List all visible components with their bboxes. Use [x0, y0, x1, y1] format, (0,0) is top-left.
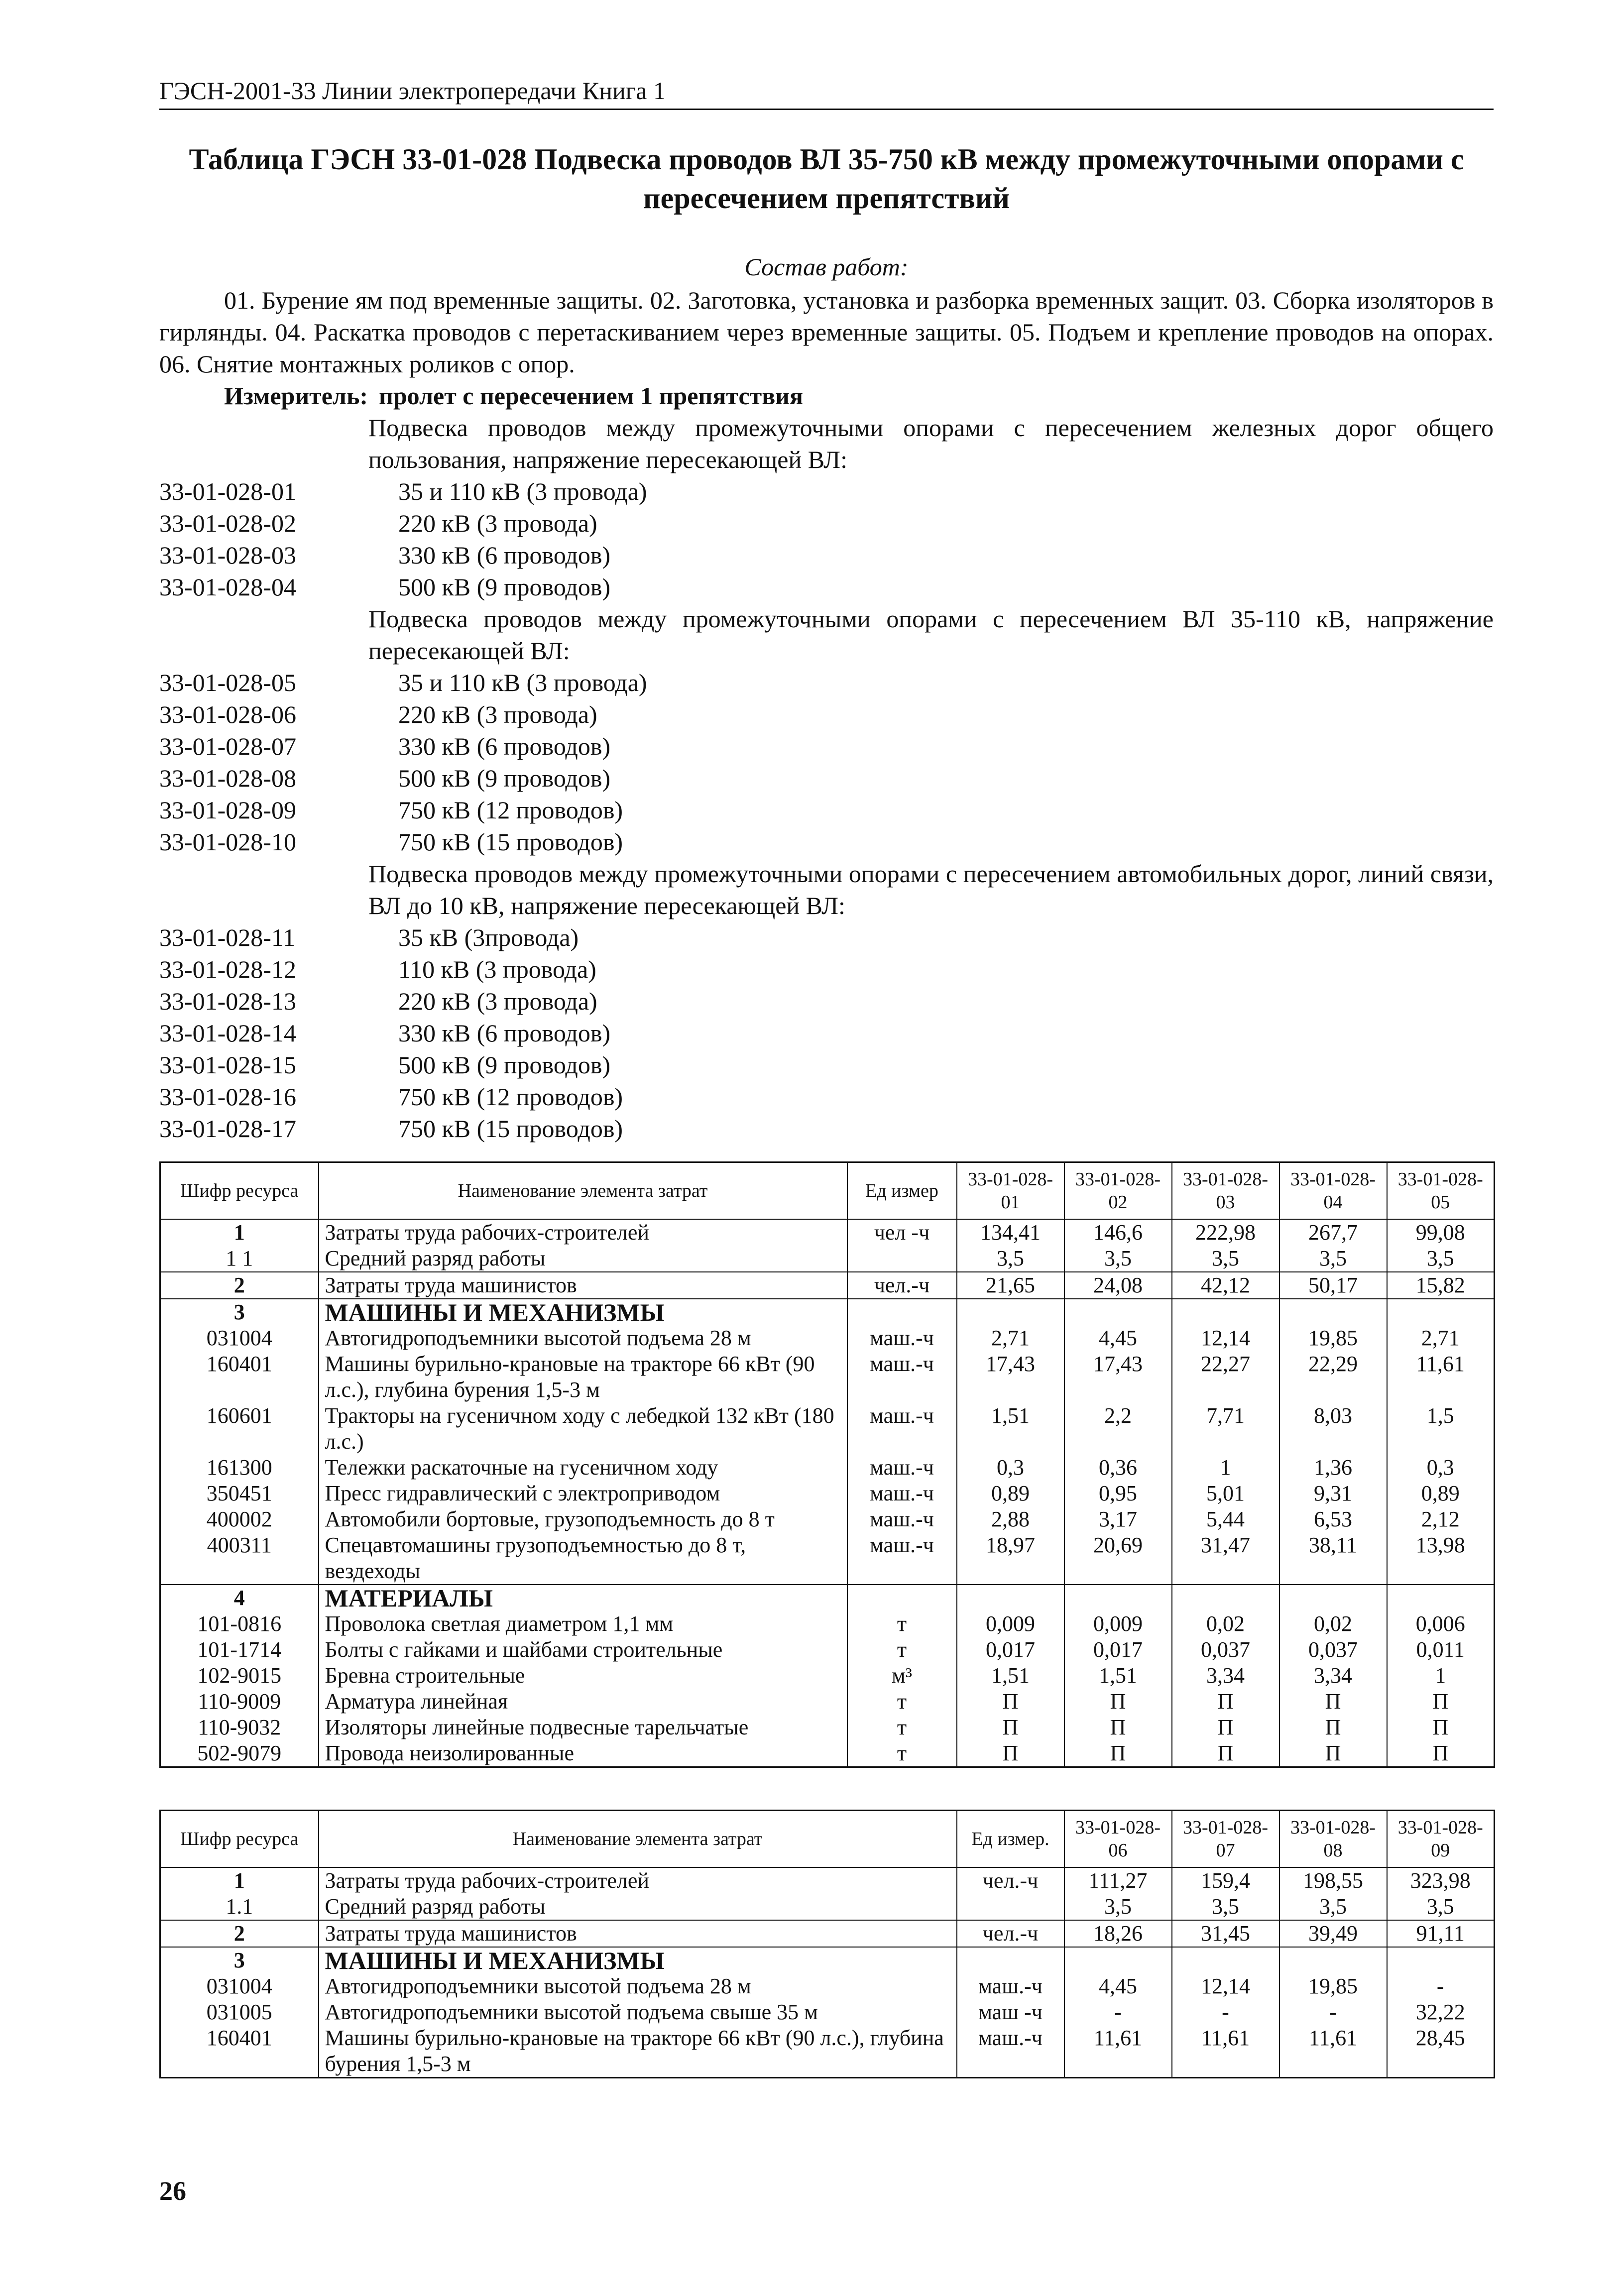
table-row [160, 1272, 1495, 1299]
value-cell: 17,43 [1064, 1351, 1172, 1403]
cost-name: Проволока светлая диаметром 1,1 мм [319, 1611, 847, 1637]
empty-cell [1172, 1299, 1279, 1325]
value-cell: 5,01 [1172, 1481, 1279, 1506]
resource-code: 102-9015 [160, 1663, 319, 1689]
empty-cell [1064, 1947, 1172, 1973]
norm-code: 33-01-028-07 [159, 732, 296, 760]
norm-text: 220 кВ (3 провода) [398, 509, 597, 537]
column-header: 33-01-028-07 [1172, 1811, 1279, 1868]
value-cell: 4,45 [1064, 1973, 1172, 1999]
resource-code: 400311 [160, 1532, 319, 1585]
value-cell: 39,49 [1279, 1920, 1387, 1947]
value-cell: 22,29 [1279, 1351, 1387, 1403]
column-header: Наименование элемента затрат [319, 1162, 847, 1220]
norm-text: 500 кВ (9 проводов) [398, 764, 611, 792]
value-cell: П [1387, 1740, 1495, 1767]
value-cell: 11,61 [1064, 2025, 1172, 2078]
value-cell: П [1064, 1715, 1172, 1740]
unit-cell [847, 1246, 957, 1272]
value-cell: 1,51 [957, 1663, 1064, 1689]
value-cell: 1,51 [957, 1403, 1064, 1455]
value-cell: 198,55 [1279, 1867, 1387, 1894]
value-cell: 2,71 [1387, 1325, 1495, 1351]
value-cell: 20,69 [1064, 1532, 1172, 1585]
value-cell: 1 [1387, 1663, 1495, 1689]
cost-name: Спецавтомашины грузоподъемностью до 8 т, вездеходы [319, 1532, 847, 1585]
norm-row [159, 1049, 1494, 1081]
value-cell: 0,3 [1387, 1455, 1495, 1481]
unit-cell: маш.-ч [847, 1532, 957, 1585]
norm-text: 35 и 110 кВ (3 провода) [398, 477, 647, 505]
value-cell: П [1064, 1740, 1172, 1767]
norm-row [159, 985, 1494, 1017]
value-cell: - [1387, 1973, 1495, 1999]
value-cell: П [1064, 1689, 1172, 1715]
unit-cell: маш.-ч [957, 1973, 1064, 1999]
column-header: 33-01-028-05 [1387, 1162, 1495, 1220]
column-header: 33-01-028-03 [1172, 1162, 1279, 1220]
value-cell: 12,14 [1172, 1973, 1279, 1999]
resource-code: 161300 [160, 1455, 319, 1481]
resource-code: 2 [160, 1920, 319, 1947]
unit-cell: маш.-ч [847, 1325, 957, 1351]
value-cell: 2,71 [957, 1325, 1064, 1351]
norm-code: 33-01-028-02 [159, 509, 296, 537]
norm-row [159, 762, 1494, 794]
cost-name: Средний разряд работы [319, 1246, 847, 1272]
norm-row [159, 539, 1494, 571]
value-cell: 3,5 [1172, 1894, 1279, 1920]
norm-row [159, 507, 1494, 539]
norm-text: 500 кВ (9 проводов) [398, 573, 611, 601]
table-row [160, 1867, 1495, 1894]
value-cell: 18,26 [1064, 1920, 1172, 1947]
value-cell: 0,89 [957, 1481, 1064, 1506]
value-cell: 0,009 [1064, 1611, 1172, 1637]
group-intro: Подвеска проводов между промежуточными опорами с пересечением железных дорог общего пользования, напряжение пересекающей ВЛ: [368, 414, 1494, 473]
section-row [160, 1947, 1495, 1973]
empty-cell [957, 1585, 1064, 1611]
cost-name: Затраты труда машинистов [319, 1272, 847, 1299]
value-cell: 28,45 [1387, 2025, 1495, 2078]
norm-code: 33-01-028-10 [159, 828, 296, 856]
resource-code: 1.1 [160, 1894, 319, 1920]
empty-cell [1064, 1299, 1172, 1325]
cost-name: Автогидроподъемники высотой подъема 28 м [319, 1325, 847, 1351]
norm-row [159, 475, 1494, 507]
cost-name: Изоляторы линейные подвесные тарельчатые [319, 1715, 847, 1740]
value-cell: 3,5 [1279, 1246, 1387, 1272]
norm-text: 330 кВ (6 проводов) [398, 541, 611, 569]
resource-code: 3 [160, 1299, 319, 1325]
cost-name: Болты с гайками и шайбами строительные [319, 1637, 847, 1663]
norm-groups [159, 412, 1494, 1145]
group-intro: Подвеска проводов между промежуточными опорами с пересечением автомобильных дорог, линий связи, ВЛ до 10 кВ, напряжение пересекающей ВЛ: [368, 860, 1494, 919]
value-cell: 31,47 [1172, 1532, 1279, 1585]
norm-row [159, 667, 1494, 698]
value-cell: П [1172, 1689, 1279, 1715]
empty-cell [1172, 1585, 1279, 1611]
norm-code: 33-01-028-15 [159, 1051, 296, 1079]
value-cell: - [1064, 1999, 1172, 2025]
value-cell: 159,4 [1172, 1867, 1279, 1894]
section-row [160, 1299, 1495, 1325]
resource-code: 350451 [160, 1481, 319, 1506]
value-cell: 2,2 [1064, 1403, 1172, 1455]
column-header: 33-01-028-02 [1064, 1162, 1172, 1220]
norm-code: 33-01-028-11 [159, 923, 296, 951]
empty-cell [1387, 1299, 1495, 1325]
norm-code: 33-01-028-06 [159, 700, 296, 728]
norm-code: 33-01-028-12 [159, 955, 296, 983]
value-cell: 1 [1172, 1455, 1279, 1481]
empty-cell [1172, 1947, 1279, 1973]
table-row [160, 1637, 1495, 1663]
cost-name: Машины бурильно-крановые на тракторе 66 кВт (90 л.с.), глубина бурения 1,5-3 м [319, 1351, 847, 1403]
column-header: 33-01-028-08 [1279, 1811, 1387, 1868]
value-cell: 0,017 [1064, 1637, 1172, 1663]
cost-name: Бревна строительные [319, 1663, 847, 1689]
norm-code: 33-01-028-09 [159, 796, 296, 824]
column-header: 33-01-028-06 [1064, 1811, 1172, 1868]
column-header: 33-01-028-09 [1387, 1811, 1495, 1868]
norm-code: 33-01-028-05 [159, 669, 296, 696]
value-cell: П [957, 1740, 1064, 1767]
table-row [160, 1403, 1495, 1455]
norm-code: 33-01-028-04 [159, 573, 296, 601]
column-header: 33-01-028-01 [957, 1162, 1064, 1220]
norm-row [159, 1113, 1494, 1145]
norm-row [159, 571, 1494, 603]
value-cell: 9,31 [1279, 1481, 1387, 1506]
unit-cell: маш.-ч [847, 1351, 957, 1403]
value-cell: 0,006 [1387, 1611, 1495, 1637]
unit-cell: чел.-ч [957, 1867, 1064, 1894]
value-cell: 32,22 [1387, 1999, 1495, 2025]
table-row [160, 1920, 1495, 1947]
norm-row [159, 698, 1494, 730]
table-row [160, 1689, 1495, 1715]
value-cell: 99,08 [1387, 1219, 1495, 1246]
composition-text: 01. Бурение ям под временные защиты. 02. Заготовка, установка и разборка временных защит. 03. Сборка изоляторов в гирлянды. 04. Раскатка проводов с перетаскиванием через временные защиты. 05. Подъем и крепление проводов на опорах. 06. Снятие монтажных роликов с опор. [159, 286, 1494, 378]
value-cell: - [1279, 1999, 1387, 2025]
resource-code: 3 [160, 1947, 319, 1973]
norm-text: 35 кВ (3провода) [398, 923, 579, 951]
table-row [160, 1219, 1495, 1246]
unit-cell: т [847, 1689, 957, 1715]
resource-code: 502-9079 [160, 1740, 319, 1767]
measure-line [159, 380, 1494, 412]
document-page [159, 75, 1494, 2078]
cost-name: Провода неизолированные [319, 1740, 847, 1767]
cost-table-1 [159, 1161, 1495, 1768]
resource-code: 110-9032 [160, 1715, 319, 1740]
value-cell: 13,98 [1387, 1532, 1495, 1585]
value-cell: 11,61 [1387, 1351, 1495, 1403]
column-header: Ед измер [847, 1162, 957, 1220]
resource-code: 031004 [160, 1973, 319, 1999]
value-cell: 0,009 [957, 1611, 1064, 1637]
empty-cell [1279, 1299, 1387, 1325]
norm-row [159, 921, 1494, 953]
value-cell: 12,14 [1172, 1325, 1279, 1351]
value-cell: П [1279, 1740, 1387, 1767]
unit-cell: чел.-ч [847, 1272, 957, 1299]
value-cell: 111,27 [1064, 1867, 1172, 1894]
empty-cell [957, 1947, 1064, 1973]
value-cell: 42,12 [1172, 1272, 1279, 1299]
column-header: Шифр ресурса [160, 1811, 319, 1868]
norm-text: 330 кВ (6 проводов) [398, 1019, 611, 1047]
norm-text: 750 кВ (15 проводов) [398, 828, 623, 856]
table-row [160, 2025, 1495, 2078]
table-row [160, 1325, 1495, 1351]
value-cell: 323,98 [1387, 1867, 1495, 1894]
cost-name: Затраты труда машинистов [319, 1920, 957, 1947]
value-cell: П [1172, 1715, 1279, 1740]
value-cell: 4,45 [1064, 1325, 1172, 1351]
norm-text: 330 кВ (6 проводов) [398, 732, 611, 760]
unit-cell: маш.-ч [957, 2025, 1064, 2078]
cost-name: Машины бурильно-крановые на тракторе 66 кВт (90 л.с.), глубина бурения 1,5-3 м [319, 2025, 957, 2078]
column-header: 33-01-028-04 [1279, 1162, 1387, 1220]
cost-name: Автомобили бортовые, грузоподъемность до 8 т [319, 1506, 847, 1532]
value-cell: 91,11 [1387, 1920, 1495, 1947]
table-row [160, 1894, 1495, 1920]
resource-code: 031005 [160, 1999, 319, 2025]
group-intro: Подвеска проводов между промежуточными опорами с пересечением ВЛ 35-110 кВ, напряжение пересекающей ВЛ: [368, 605, 1494, 665]
empty-cell [1064, 1585, 1172, 1611]
value-cell: 3,5 [957, 1246, 1064, 1272]
value-cell: 2,88 [957, 1506, 1064, 1532]
table-row [160, 1455, 1495, 1481]
table-row [160, 1351, 1495, 1403]
table-row [160, 1715, 1495, 1740]
cost-name: Затраты труда рабочих-строителей [319, 1219, 847, 1246]
value-cell: П [1279, 1715, 1387, 1740]
value-cell: 11,61 [1279, 2025, 1387, 2078]
value-cell: 22,27 [1172, 1351, 1279, 1403]
value-cell: 3,5 [1387, 1894, 1495, 1920]
unit-cell: маш -ч [957, 1999, 1064, 2025]
table-row [160, 1999, 1495, 2025]
value-cell: П [1387, 1689, 1495, 1715]
norm-row [159, 1081, 1494, 1113]
norm-text: 500 кВ (9 проводов) [398, 1051, 611, 1079]
empty-cell [847, 1299, 957, 1325]
resource-code: 1 1 [160, 1246, 319, 1272]
table-row [160, 1973, 1495, 1999]
cost-table-2 [159, 1810, 1495, 2078]
resource-code: 160401 [160, 2025, 319, 2078]
value-cell: 0,3 [957, 1455, 1064, 1481]
resource-code: 4 [160, 1585, 319, 1611]
value-cell: 0,02 [1279, 1611, 1387, 1637]
value-cell: 19,85 [1279, 1325, 1387, 1351]
unit-cell: м³ [847, 1663, 957, 1689]
value-cell: 38,11 [1279, 1532, 1387, 1585]
unit-cell [957, 1894, 1064, 1920]
unit-cell: т [847, 1611, 957, 1637]
cost-name: Арматура линейная [319, 1689, 847, 1715]
value-cell: 0,017 [957, 1637, 1064, 1663]
norm-text: 750 кВ (12 проводов) [398, 1083, 623, 1111]
column-header: Шифр ресурса [160, 1162, 319, 1220]
table-row [160, 1611, 1495, 1637]
resource-code: 1 [160, 1867, 319, 1894]
value-cell: 0,037 [1172, 1637, 1279, 1663]
norm-code: 33-01-028-01 [159, 477, 296, 505]
table-row [160, 1246, 1495, 1272]
value-cell: 222,98 [1172, 1219, 1279, 1246]
empty-cell [1279, 1947, 1387, 1973]
unit-cell: т [847, 1740, 957, 1767]
empty-cell [1387, 1585, 1495, 1611]
unit-cell: маш.-ч [847, 1481, 957, 1506]
section-row [160, 1585, 1495, 1611]
column-header: Наименование элемента затрат [319, 1811, 957, 1868]
value-cell: 3,34 [1279, 1663, 1387, 1689]
value-cell: 0,36 [1064, 1455, 1172, 1481]
norm-code: 33-01-028-03 [159, 541, 296, 569]
norm-code: 33-01-028-08 [159, 764, 296, 792]
value-cell: 1,36 [1279, 1455, 1387, 1481]
norm-row [159, 953, 1494, 985]
value-cell: 3,5 [1279, 1894, 1387, 1920]
value-cell: 0,95 [1064, 1481, 1172, 1506]
norm-row [159, 730, 1494, 762]
norm-code: 33-01-028-13 [159, 987, 296, 1015]
value-cell: 3,34 [1172, 1663, 1279, 1689]
value-cell: 31,45 [1172, 1920, 1279, 1947]
empty-cell [1279, 1585, 1387, 1611]
value-cell: П [957, 1715, 1064, 1740]
section-title: МАШИНЫ И МЕХАНИЗМЫ [319, 1947, 957, 1973]
measure-label: Измеритель: [224, 382, 368, 410]
page-number: 26 [159, 2176, 186, 2206]
unit-cell: маш.-ч [847, 1403, 957, 1455]
table-row [160, 1481, 1495, 1506]
empty-cell [957, 1299, 1064, 1325]
unit-cell: чел.-ч [957, 1920, 1064, 1947]
resource-code: 101-1714 [160, 1637, 319, 1663]
norm-row [159, 826, 1494, 858]
value-cell: 8,03 [1279, 1403, 1387, 1455]
cost-name: Автогидроподъемники высотой подъема 28 м [319, 1973, 957, 1999]
column-header: Ед измер. [957, 1811, 1064, 1868]
norm-row [159, 794, 1494, 826]
norm-code: 33-01-028-14 [159, 1019, 296, 1047]
norm-text: 110 кВ (3 провода) [398, 955, 596, 983]
value-cell: 3,5 [1172, 1246, 1279, 1272]
value-cell: 1,51 [1064, 1663, 1172, 1689]
value-cell: 6,53 [1279, 1506, 1387, 1532]
running-header: ГЭСН-2001-33 Линии электропередачи Книга 1 [159, 75, 1494, 110]
value-cell: - [1172, 1999, 1279, 2025]
unit-cell: маш.-ч [847, 1455, 957, 1481]
cost-name: Тракторы на гусеничном ходу с лебедкой 132 кВт (180 л.с.) [319, 1403, 847, 1455]
norm-code: 33-01-028-17 [159, 1115, 296, 1143]
resource-code: 1 [160, 1219, 319, 1246]
norm-code: 33-01-028-16 [159, 1083, 296, 1111]
value-cell: 3,17 [1064, 1506, 1172, 1532]
resource-code: 101-0816 [160, 1611, 319, 1637]
empty-cell [847, 1585, 957, 1611]
table-row [160, 1506, 1495, 1532]
resource-code: 160401 [160, 1351, 319, 1403]
cost-name: Автогидроподъемники высотой подъема свыше 35 м [319, 1999, 957, 2025]
value-cell: 0,02 [1172, 1611, 1279, 1637]
value-cell: П [957, 1689, 1064, 1715]
norm-text: 220 кВ (3 провода) [398, 987, 597, 1015]
norm-text: 35 и 110 кВ (3 провода) [398, 669, 647, 696]
resource-code: 2 [160, 1272, 319, 1299]
cost-name: Пресс гидравлический с электроприводом [319, 1481, 847, 1506]
table-title: Таблица ГЭСН 33-01-028 Подвеска проводов ВЛ 35-750 кВ между промежуточными опорами с пересечением препятствий [189, 143, 1464, 215]
value-cell: 15,82 [1387, 1272, 1495, 1299]
value-cell: 2,12 [1387, 1506, 1495, 1532]
value-cell: 5,44 [1172, 1506, 1279, 1532]
resource-code: 160601 [160, 1403, 319, 1455]
section-title: МАШИНЫ И МЕХАНИЗМЫ [319, 1299, 847, 1325]
value-cell: 146,6 [1064, 1219, 1172, 1246]
value-cell: 19,85 [1279, 1973, 1387, 1999]
value-cell: 3,5 [1064, 1894, 1172, 1920]
value-cell: П [1279, 1689, 1387, 1715]
value-cell: 11,61 [1172, 2025, 1279, 2078]
measure-value: пролет с пересечением 1 препятствия [379, 382, 804, 410]
unit-cell: т [847, 1715, 957, 1740]
cost-name: Затраты труда рабочих-строителей [319, 1867, 957, 1894]
value-cell: 0,037 [1279, 1637, 1387, 1663]
table-row [160, 1663, 1495, 1689]
value-cell: 267,7 [1279, 1219, 1387, 1246]
value-cell: 134,41 [957, 1219, 1064, 1246]
table-row [160, 1532, 1495, 1585]
unit-cell: маш.-ч [847, 1506, 957, 1532]
composition-heading: Состав работ: [744, 253, 909, 281]
norm-text: 220 кВ (3 провода) [398, 700, 597, 728]
resource-code: 031004 [160, 1325, 319, 1351]
unit-cell: т [847, 1637, 957, 1663]
cost-name: Тележки раскаточные на гусеничном ходу [319, 1455, 847, 1481]
section-title: МАТЕРИАЛЫ [319, 1585, 847, 1611]
resource-code: 110-9009 [160, 1689, 319, 1715]
resource-code: 400002 [160, 1506, 319, 1532]
empty-cell [1387, 1947, 1495, 1973]
value-cell: 24,08 [1064, 1272, 1172, 1299]
value-cell: 0,011 [1387, 1637, 1495, 1663]
norm-text: 750 кВ (15 проводов) [398, 1115, 623, 1143]
value-cell: П [1387, 1715, 1495, 1740]
value-cell: 7,71 [1172, 1403, 1279, 1455]
value-cell: 17,43 [957, 1351, 1064, 1403]
value-cell: 3,5 [1064, 1246, 1172, 1272]
table-row [160, 1740, 1495, 1767]
norm-row [159, 1017, 1494, 1049]
value-cell: П [1172, 1740, 1279, 1767]
value-cell: 1,5 [1387, 1403, 1495, 1455]
norm-text: 750 кВ (12 проводов) [398, 796, 623, 824]
cost-name: Средний разряд работы [319, 1894, 957, 1920]
value-cell: 3,5 [1387, 1246, 1495, 1272]
value-cell: 18,97 [957, 1532, 1064, 1585]
unit-cell: чел -ч [847, 1219, 957, 1246]
value-cell: 0,89 [1387, 1481, 1495, 1506]
value-cell: 50,17 [1279, 1272, 1387, 1299]
value-cell: 21,65 [957, 1272, 1064, 1299]
